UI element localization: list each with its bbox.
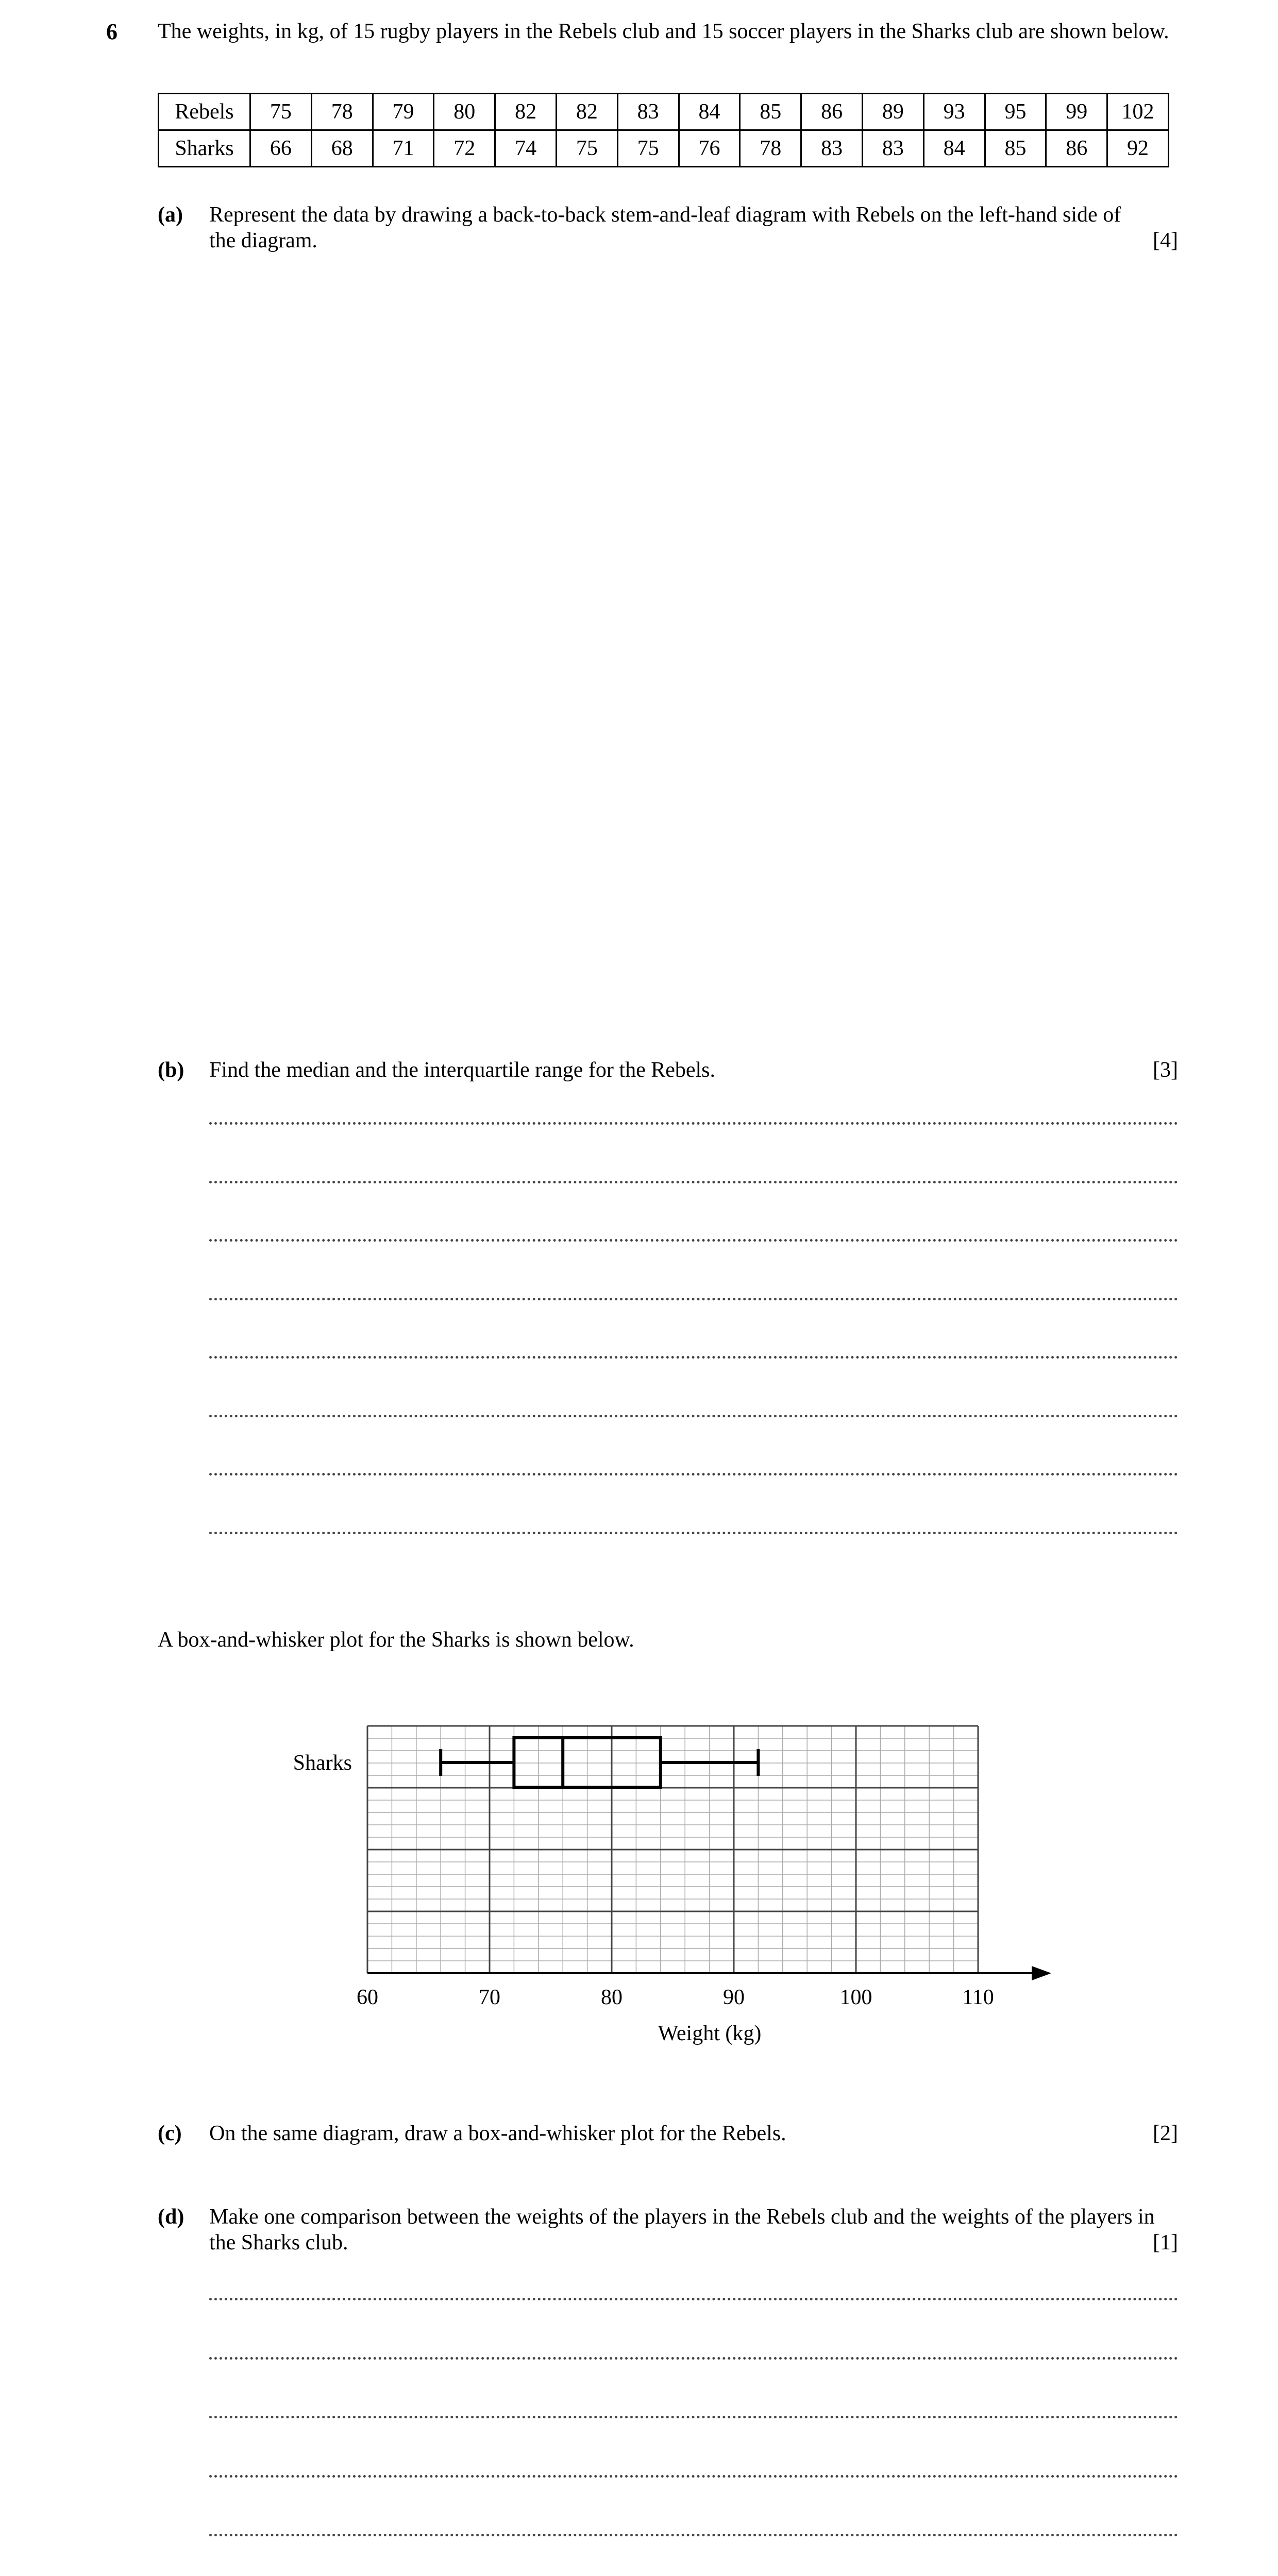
table-row-rebels — [159, 94, 1169, 130]
part-b-answer-line[interactable] — [209, 1181, 1178, 1183]
part-c-text: On the same diagram, draw a box-and-whisker plot for the Rebels. — [209, 2122, 786, 2145]
table-cell: 89 — [862, 94, 923, 130]
table-cell: 72 — [434, 130, 495, 167]
table-cell: 78 — [311, 94, 373, 130]
table-cell: 93 — [923, 94, 985, 130]
x-tick-label: 90 — [723, 1986, 745, 2009]
part-d-marks: [1] — [1153, 2231, 1178, 2255]
table-cell: 85 — [740, 94, 801, 130]
part-b-answer-line[interactable] — [209, 1473, 1178, 1476]
table-cell: 75 — [556, 130, 617, 167]
part-c-label: (c) — [158, 2122, 182, 2145]
x-tick-label: 70 — [479, 1986, 500, 2009]
x-tick-label: 80 — [601, 1986, 623, 2009]
table-cell: 83 — [862, 130, 923, 167]
table-cell: 85 — [985, 130, 1046, 167]
table-cell: 66 — [250, 130, 312, 167]
part-a-text: Represent the data by drawing a back-to-back stem-and-leaf diagram with Rebels on the left-hand side of the diagram. — [209, 203, 1121, 252]
part-d-answer-line[interactable] — [209, 2475, 1178, 2478]
table-cell: 71 — [373, 130, 434, 167]
table-row-sharks — [159, 130, 1169, 167]
table-cell: 84 — [923, 130, 985, 167]
table-cell: 83 — [801, 130, 863, 167]
part-b-answer-line[interactable] — [209, 1532, 1178, 1534]
x-tick-label: 60 — [357, 1986, 378, 2009]
part-b-marks: [3] — [1153, 1058, 1178, 1082]
table-cell: 68 — [311, 130, 373, 167]
part-a-answer-space[interactable] — [158, 268, 1178, 1030]
part-d-label: (d) — [158, 2205, 184, 2229]
part-d-answer-line[interactable] — [209, 2416, 1178, 2418]
table-cell: 86 — [801, 94, 863, 130]
table-cell: 99 — [1046, 94, 1107, 130]
chart-boxes — [293, 1738, 759, 1787]
part-b-answer-line[interactable] — [209, 1298, 1178, 1300]
part-b-answer-line[interactable] — [209, 1356, 1178, 1359]
x-axis-label: Weight (kg) — [658, 2022, 762, 2045]
table-cell: 84 — [679, 94, 740, 130]
part-b-answer-line[interactable] — [209, 1415, 1178, 1417]
part-d-answer-line[interactable] — [209, 2534, 1178, 2536]
part-d-text: Make one comparison between the weights of the players in the Rebels club and the weights of the players in the Sharks club. — [209, 2205, 1155, 2255]
table-cell: 86 — [1046, 130, 1107, 167]
x-tick-label: 110 — [962, 1986, 994, 2009]
boxplot-chart[interactable] — [0, 1700, 1278, 2061]
table-cell: 80 — [434, 94, 495, 130]
series-label: Sharks — [293, 1751, 352, 1775]
table-cell: 83 — [617, 94, 679, 130]
table-cell: 79 — [373, 94, 434, 130]
table-cell: 75 — [617, 130, 679, 167]
question-intro: The weights, in kg, of 15 rugby players in the Rebels club and 15 soccer players in the Sharks club are shown below. — [158, 20, 1169, 43]
table-cell: 82 — [495, 94, 557, 130]
part-d-answer-line[interactable] — [209, 2357, 1178, 2360]
table-cell: 75 — [250, 94, 312, 130]
x-axis-arrow — [1032, 1966, 1051, 1980]
part-a-marks: [4] — [1153, 229, 1178, 252]
question-number: 6 — [106, 19, 117, 44]
part-b-text: Find the median and the interquartile range for the Rebels. — [209, 1058, 716, 1082]
part-c-marks: [2] — [1153, 2122, 1178, 2145]
table-row-label: Sharks — [159, 130, 250, 167]
boxplot-intro: A box-and-whisker plot for the Sharks is shown below. — [158, 1628, 634, 1652]
table-row-label: Rebels — [159, 94, 250, 130]
x-tick-label: 100 — [839, 1986, 872, 2009]
table-cell: 92 — [1107, 130, 1169, 167]
chart-tick-labels — [357, 1986, 994, 2009]
weights-table — [158, 93, 1169, 167]
part-b-answer-line[interactable] — [209, 1122, 1178, 1125]
part-b-label: (b) — [158, 1058, 184, 1082]
part-a-label: (a) — [158, 203, 183, 227]
table-cell: 102 — [1107, 94, 1169, 130]
table-cell: 78 — [740, 130, 801, 167]
table-cell: 76 — [679, 130, 740, 167]
table-cell: 95 — [985, 94, 1046, 130]
table-cell: 74 — [495, 130, 557, 167]
table-cell: 82 — [556, 94, 617, 130]
part-d-answer-line[interactable] — [209, 2298, 1178, 2300]
part-b-answer-line[interactable] — [209, 1239, 1178, 1242]
